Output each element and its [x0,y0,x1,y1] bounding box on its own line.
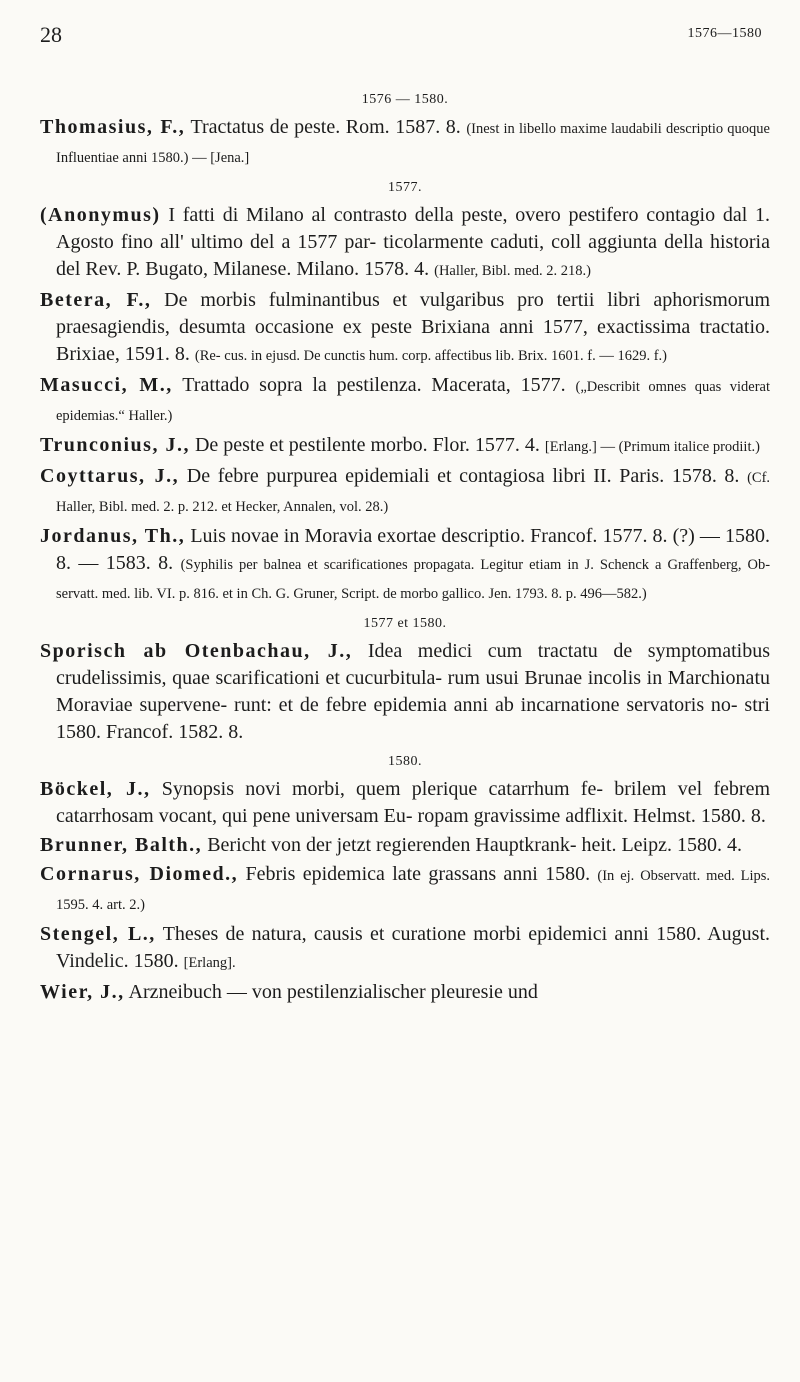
entry-title: Luis novae in Moravia exortae descriptio. Francof. 1577. 8. (?) — 1580. 8. — 1583. 8. [56,525,770,574]
entry-title: Idea medici cum tractatu de symptomatibus crudelissimis, quae scarificationi et cucurbitula- rum usui Brunae incolis in Marchionatu Moraviae supervene- runt: et de febre epidemia anni ab incarnatione servatoris no- stri 1580. Francof. 1582. 8. [56,640,770,743]
entry-author: Stengel, L., [40,923,156,945]
entry-title: Bericht von der jetzt regierenden Hauptkrank- heit. Leipz. 1580. 4. [207,834,742,856]
entry-note: [Erlang]. [183,955,236,971]
bibliography-entry [40,832,770,859]
bibliography-entry [40,432,770,461]
entry-note: [Erlang.] — (Primum italice prodiit.) [544,439,760,455]
year-heading: 1577 et 1580. [363,616,447,631]
entry-title: Theses de natura, causis et curatione morbi epidemici anni 1580. August. Vindelic. 1580. [56,923,771,972]
bibliography-entry [40,523,770,608]
entry-author: Jordanus, Th., [40,525,186,547]
entry-author: Sporisch ab Otenbachau, J., [40,640,353,662]
entry-title: De peste et pestilente morbo. Flor. 1577. 4. [194,434,540,456]
entry-title: Synopsis novi morbi, quem plerique catarrhum fe- brilem vel febrem catarrhosam vocant, qui pene universam Eu- ropam gravissime adflixit. Helmst. 1580. 8. [56,778,770,827]
entry-author: (Anonymus) [40,204,161,226]
bibliography-entry [40,372,770,430]
entry-note: (Cf. Haller, Bibl. med. 2. p. 212. et Hecker, Annalen, vol. 28.) [56,470,771,515]
bibliography-entry [40,114,770,172]
entry-title: Trattado sopra la pestilenza. Macerata, 1577. [182,374,566,396]
bibliography-entry [40,979,770,1006]
entry-title: Febris epidemica late grassans anni 1580. [245,863,591,885]
running-year-range: 1576—1580 [687,26,762,41]
bibliography-entry [40,921,770,977]
entry-note: (Inest in libello maxime laudabili descriptio quoque Influentiae anni 1580.) — [Jena.] [56,121,770,166]
bibliography-entry [40,202,770,285]
year-heading: 1576 — 1580. [361,92,449,107]
entry-title: De morbis fulminantibus et vulgaribus pro tertii libri aphorismorum praesagiendis, desumta occasione ex peste Brixiana anni 1577, exactissima tractatio. Brixiae, 1591. 8. [56,289,770,365]
entry-note: (Re- cus. in ejusd. De cunctis hum. corp. affectibus lib. Brix. 1601. f. — 1629. f.) [194,348,667,364]
bibliography-entry [40,463,770,521]
entry-title: I fatti di Milano al contrasto della peste, overo pestifero contagio dal 1. Agosto fino all' ultimo del a 1577 par- ticolarmente caduti, coll aggiunta della historia del Rev. P. Bugato, Milanese. Milano. 1578. 4. [56,204,770,280]
page-header [40,22,762,46]
bibliography-entry [40,638,770,746]
entry-author: Wier, J., [40,981,125,1003]
entry-note: („Describit omnes quas viderat epidemias.“ Haller.) [56,379,771,424]
entry-author: Thomasius, F., [40,116,186,138]
entry-note: (In ej. Observatt. med. Lips. 1595. 4. art. 2.) [56,868,770,913]
entry-title: Tractatus de peste. Rom. 1587. 8. [190,116,461,138]
entry-title: De febre purpurea epidemiali et contagiosa libri II. Paris. 1578. 8. [186,465,740,487]
entry-author: Brunner, Balth., [40,834,203,856]
page-number: 28 [40,22,62,47]
entry-author: Cornarus, Diomed., [40,863,239,885]
bibliography-entry [40,861,770,919]
entry-title: Arzneibuch — von pestilenzialischer pleuresie und [128,981,538,1003]
entry-note: (Haller, Bibl. med. 2. 218.) [434,263,591,279]
entry-note: (Syphilis per balnea et scarificationes propagata. Legitur etiam in J. Schenck a Graffenberg, Ob- servatt. med. lib. VI. p. 816. et in Ch. G. Gruner, Script. de morbo gallico. Jen. 1793. 8. p. 496—582.) [56,557,771,602]
bibliography-content [40,84,770,1008]
entry-author: Coyttarus, J., [40,465,180,487]
year-heading: 1577. [388,180,422,195]
entry-author: Betera, F., [40,289,152,311]
bibliography-entry [40,776,770,830]
entry-author: Masucci, M., [40,374,173,396]
entry-author: Böckel, J., [40,778,151,800]
bibliography-entry [40,287,770,370]
entry-author: Trunconius, J., [40,434,190,456]
year-heading: 1580. [388,754,422,769]
